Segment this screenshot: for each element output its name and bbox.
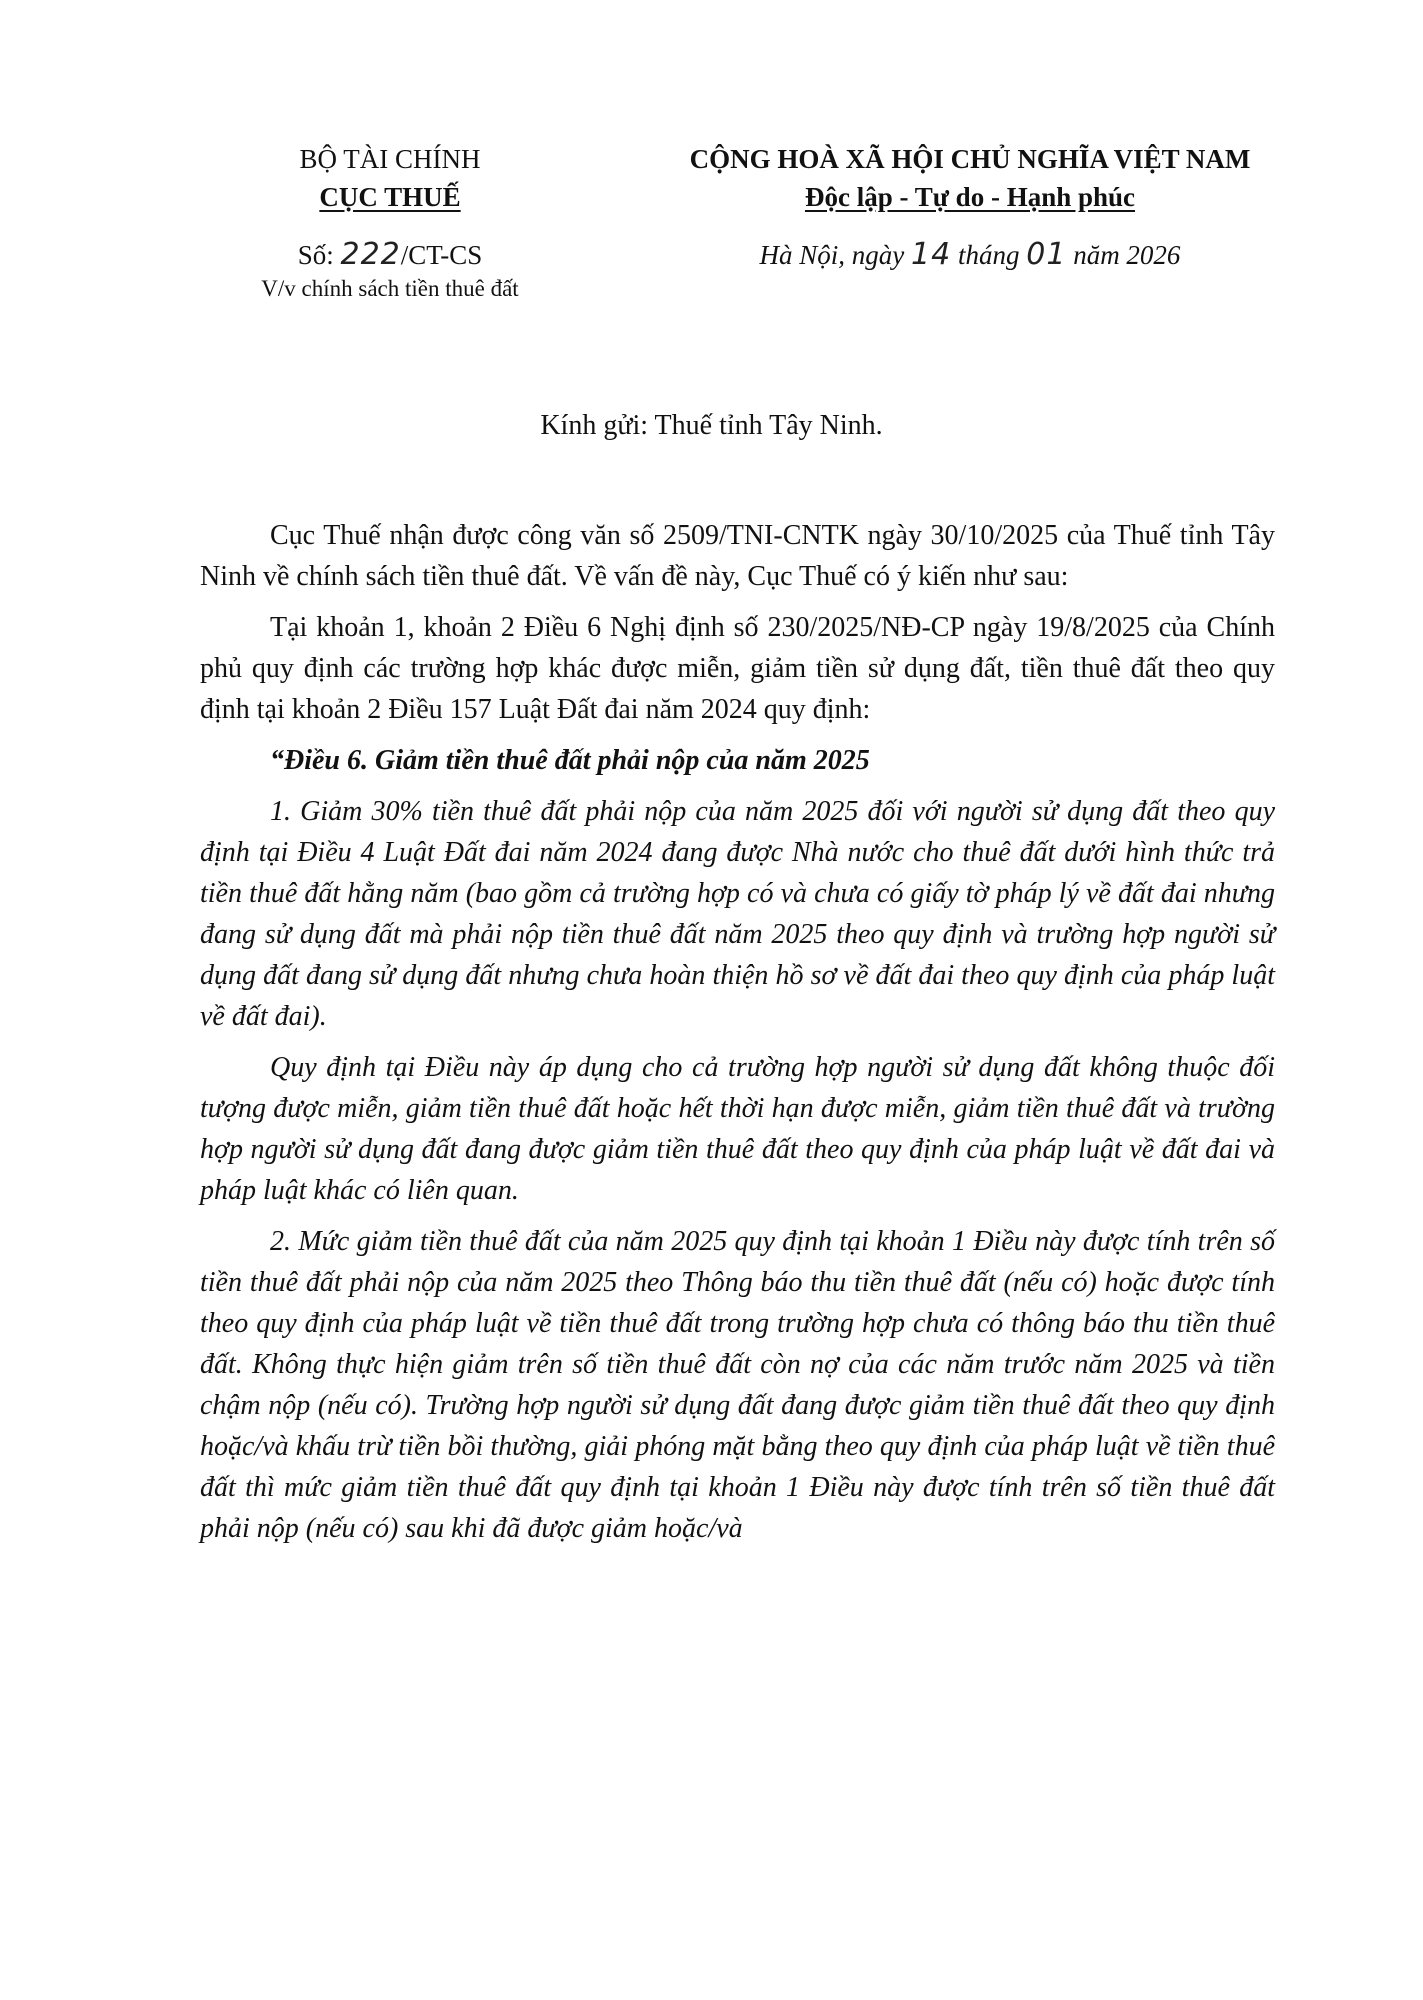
department-name: CỤC THUẾ bbox=[319, 182, 461, 212]
document-number bbox=[180, 236, 600, 274]
article-title: “Điều 6. Giảm tiền thuê đất phải nộp của năm 2025 bbox=[270, 745, 870, 776]
ministry-name: BỘ TÀI CHÍNH bbox=[299, 144, 481, 174]
quoted-clause-1-scope: Quy định tại Điều này áp dụng cho cả trường hợp người sử dụng đất không thuộc đối tượng được miễn, giảm tiền thuê đất hoặc hết thời hạn được miễn, giảm tiền thuê đất và trường hợp người sử dụng đất đang được giảm tiền thuê đất theo quy định của pháp luật về đất đai và pháp luật khác có liên quan. bbox=[200, 1052, 1275, 1206]
document-date bbox=[620, 236, 1320, 274]
date-prefix: Hà Nội, ngày bbox=[759, 240, 912, 270]
recipient-line: Kính gửi: Thuế tỉnh Tây Ninh. bbox=[540, 410, 883, 441]
handwritten-month: 01 bbox=[1026, 237, 1067, 272]
paragraph-citation: Tại khoản 1, khoản 2 Điều 6 Nghị định số 230/2025/NĐ-CP ngày 19/8/2025 của Chính phủ quy định các trường hợp khác được miễn, giảm tiền sử dụng đất, tiền thuê đất theo quy định tại khoản 2 Điều 157 Luật Đất đai năm 2024 quy định: bbox=[200, 612, 1275, 725]
quoted-clause-1: 1. Giảm 30% tiền thuê đất phải nộp của năm 2025 đối với người sử dụng đất theo quy định tại Điều 4 Luật Đất đai năm 2024 đang được Nhà nước cho thuê đất dưới hình thức trả tiền thuê đất hằng năm (bao gồm cả trường hợp có và chưa có giấy tờ pháp lý về đất đai nhưng đang sử dụng đất mà phải nộp tiền thuê đất năm 2025 theo quy định và trường hợp người sử dụng đất đang sử dụng đất nhưng chưa hoàn thiện hồ sơ về đất đai theo quy định của pháp luật về đất đai). bbox=[200, 796, 1275, 1032]
paragraph-intro: Cục Thuế nhận được công văn số 2509/TNI-CNTK ngày 30/10/2025 của Thuế tỉnh Tây Ninh về chính sách tiền thuê đất. Về vấn đề này, Cục Thuế có ý kiến như sau: bbox=[200, 520, 1275, 592]
date-suffix: năm 2026 bbox=[1066, 240, 1181, 270]
number-suffix: /CT-CS bbox=[400, 240, 483, 270]
date-mid: tháng bbox=[951, 240, 1027, 270]
country-name: CỘNG HOÀ XÃ HỘI CHỦ NGHĨA VIỆT NAM bbox=[689, 144, 1251, 174]
letter-body bbox=[200, 515, 1275, 1559]
national-motto: Độc lập - Tự do - Hạnh phúc bbox=[804, 182, 1136, 212]
handwritten-number: 222 bbox=[340, 237, 401, 272]
number-prefix: Số: bbox=[297, 240, 341, 270]
quoted-clause-2: 2. Mức giảm tiền thuê đất của năm 2025 quy định tại khoản 1 Điều này được tính trên số tiền thuê đất phải nộp của năm 2025 theo Thông báo thu tiền thuê đất (nếu có) hoặc được tính theo quy định của pháp luật về tiền thuê đất trong trường hợp chưa có thông báo thu tiền thuê đất. Không thực hiện giảm trên số tiền thuê đất còn nợ của các năm trước năm 2025 và tiền chậm nộp (nếu có). Trường hợp người sử dụng đất đang được giảm tiền thuê đất theo quy định hoặc/và khấu trừ tiền bồi thường, giải phóng mặt bằng theo quy định của pháp luật về tiền thuê đất thì mức giảm tiền thuê đất quy định tại khoản 1 Điều này được tính trên số tiền thuê đất phải nộp (nếu có) sau khi đã được giảm hoặc/và bbox=[200, 1226, 1275, 1544]
national-block bbox=[620, 140, 1320, 274]
handwritten-day: 14 bbox=[911, 237, 952, 272]
document-subject: V/v chính sách tiền thuê đất bbox=[261, 276, 519, 301]
issuer-block bbox=[180, 140, 600, 304]
